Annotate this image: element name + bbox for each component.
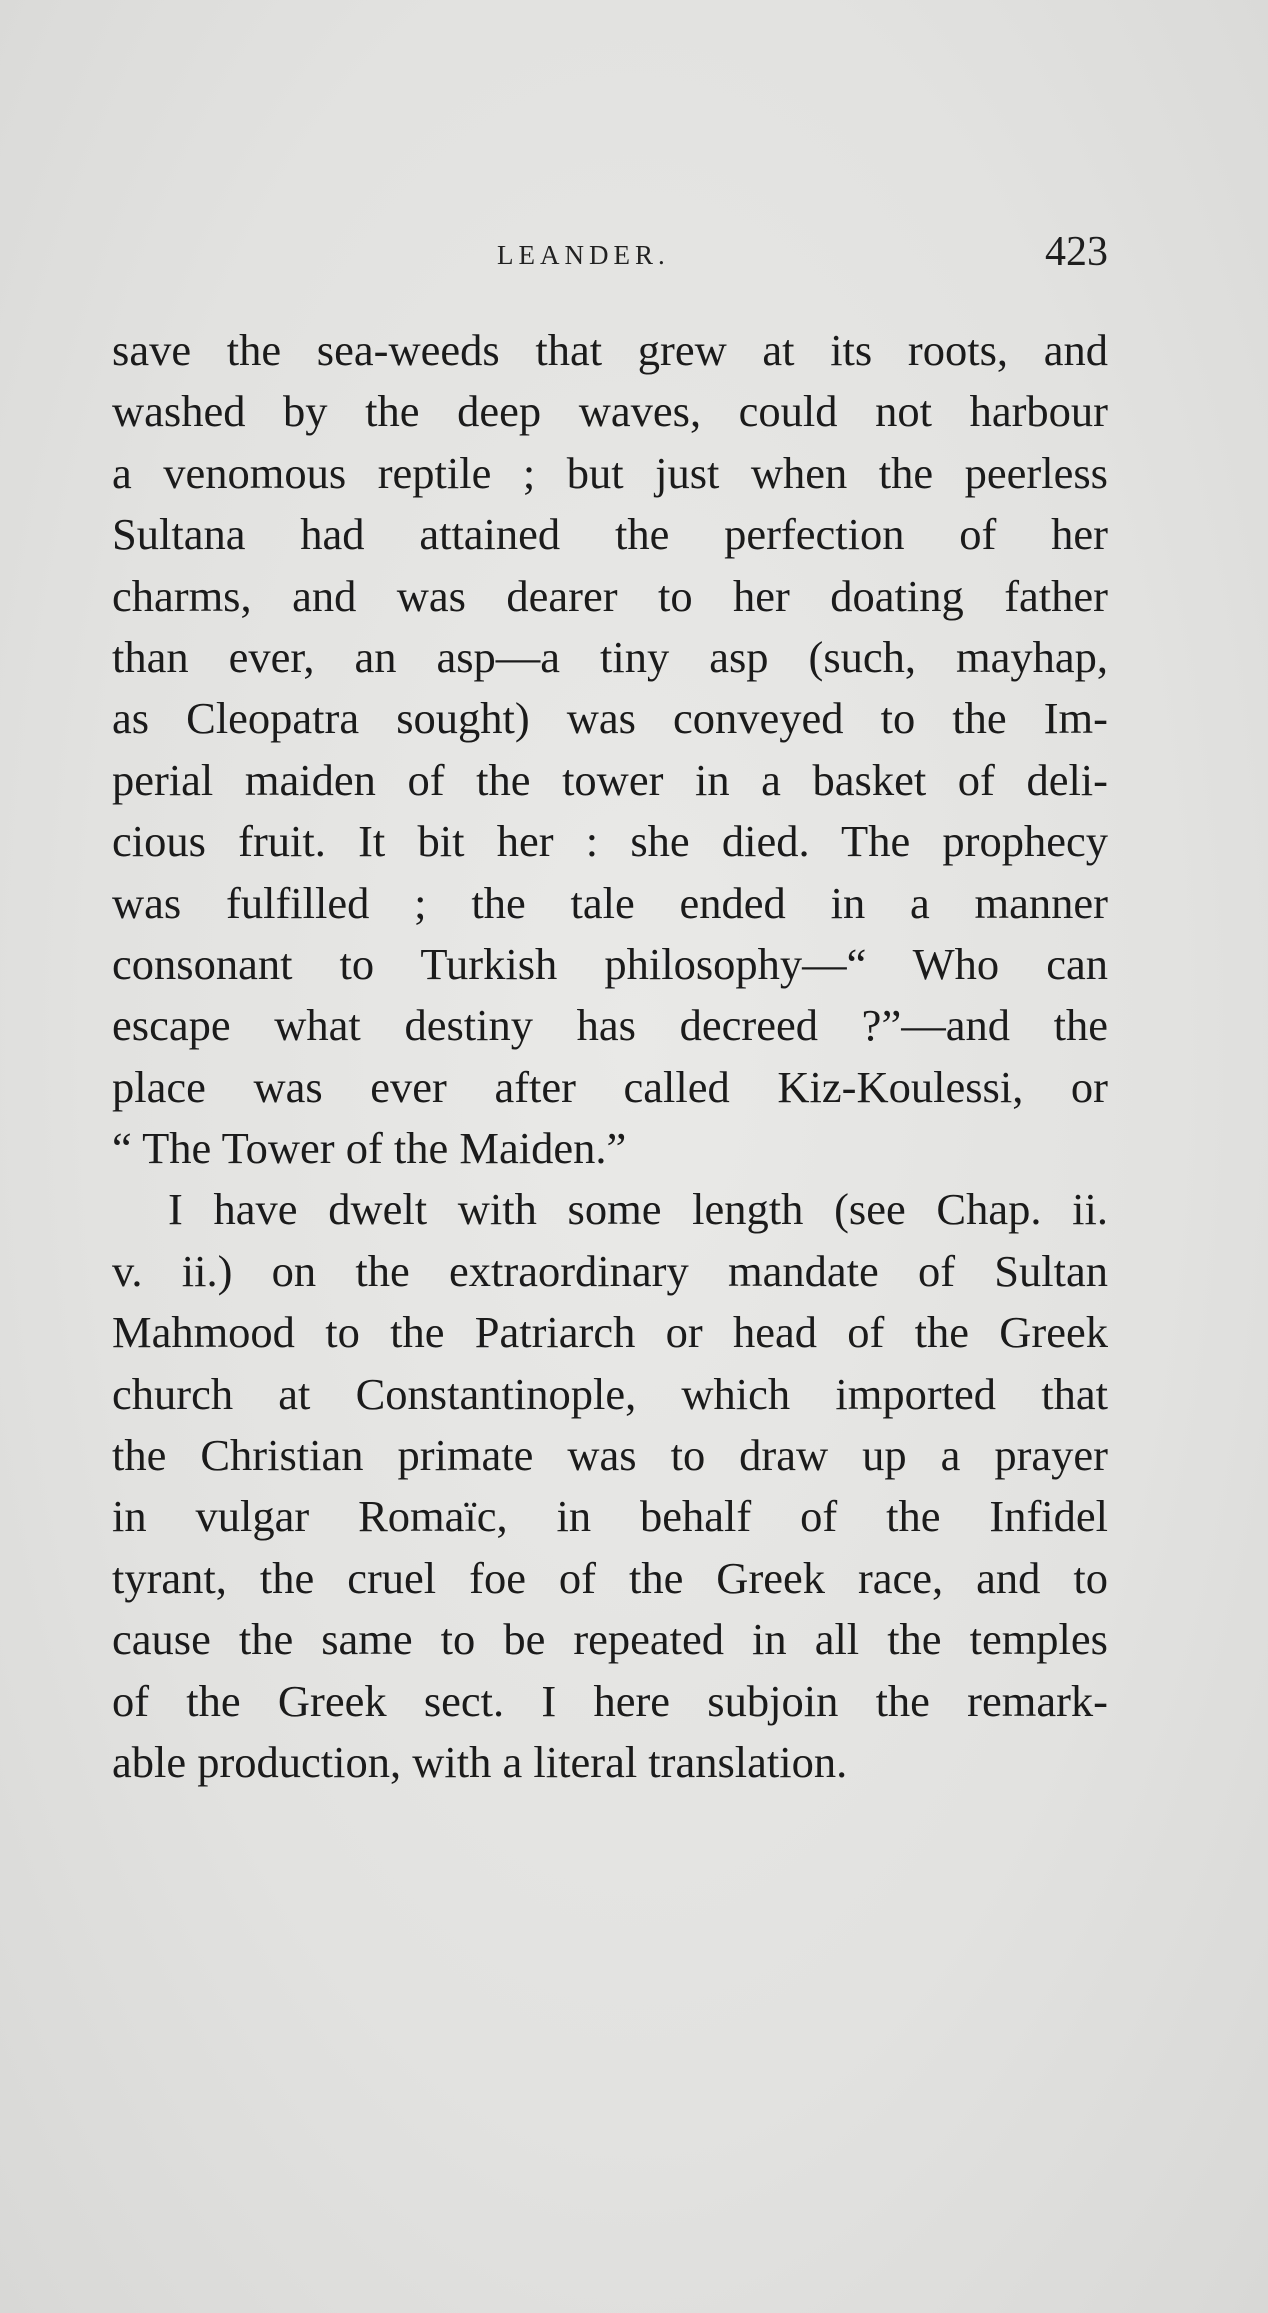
text-line: the Christian primate was to draw up a prayer [112,1430,1108,1481]
page-number: 423 [1045,229,1108,275]
text-line: as Cleopatra sought) was conveyed to the Im- [112,693,1108,744]
text-line: of the Greek sect. I here subjoin the remark- [112,1675,1108,1726]
text-line: in vulgar Romaïc, in behalf of the Infidel [112,1491,1108,1542]
body-text [112,320,1108,1793]
paragraph-1 [112,320,1108,1179]
text-line: able production, with a literal translation. [112,1736,848,1787]
running-head [112,222,1108,282]
text-line: consonant to Turkish philosophy—“ Who can [112,938,1108,989]
text-line: Sultana had attained the perfection of her [112,509,1108,560]
text-line: a venomous reptile ; but just when the peerless [112,447,1108,498]
text-line: Mahmood to the Patriarch or head of the Greek [112,1307,1108,1358]
text-line: was fulfilled ; the tale ended in a manner [112,877,1108,928]
text-line: church at Constantinople, which imported that [112,1368,1108,1419]
text-line: “ The Tower of the Maiden.” [112,1123,627,1174]
text-line: washed by the deep waves, could not harbour [112,386,1108,437]
text-line: escape what destiny has decreed ?”—and the [112,1000,1108,1051]
header-title: LEANDER. [497,240,670,270]
text-line: save the sea-weeds that grew at its roots, and [112,325,1108,375]
text-line: cious fruit. It bit her : she died. The prophecy [112,816,1108,867]
text-line: than ever, an asp—a tiny asp (such, mayhap, [112,631,1108,682]
text-line: v. ii.) on the extraordinary mandate of Sultan [112,1245,1108,1296]
text-line: cause the same to be repeated in all the temples [112,1614,1108,1665]
paragraph-2 [112,1179,1108,1793]
text-line: perial maiden of the tower in a basket of deli- [112,754,1108,805]
text-line: I have dwelt with some length (see Chap. ii. [168,1184,1108,1235]
text-line: charms, and was dearer to her doating father [112,570,1108,621]
text-line: place was ever after called Kiz-Koulessi, or [112,1061,1108,1112]
text-line: tyrant, the cruel foe of the Greek race, and to [112,1552,1108,1603]
